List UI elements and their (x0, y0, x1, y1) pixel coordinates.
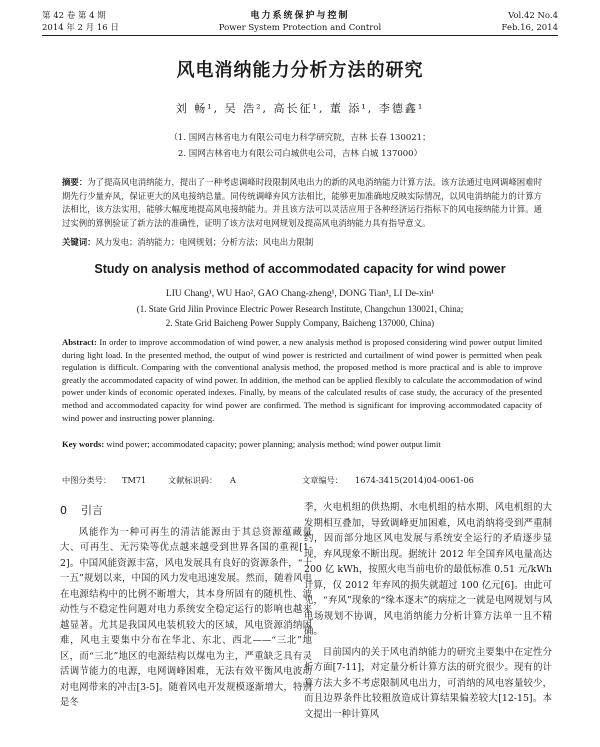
article-no-label: 文章编号： (302, 475, 343, 485)
body-paragraph: 风能作为一种可再生的清洁能源由于其总资源蕴藏量大、可再生、无污染等优点越来越受到世界各国的重视[1-2]。中国风能资源丰富，风电发展具有良好的资源条件，“十一五”规划以来，中国的风力发电迅速发展。然而，随着风电在电源结构中的比例不断增大，其本身所固有的随机性、波动性与不稳定性问题对电力系统安全稳定运行的影响也越来越显著。尤其是我国风电装机较大的区域，风电资源消纳困难，风电主要集中分布在华北、东北、西北——“三北”地区，而“三北”地区的电源结构以煤电为主，严重缺乏具有灵活调节能力的电源，电网调峰困难，无法有效平衡风电波动对电网带来的冲击[3-5]。随着风电开发规模逐渐增大，特别是冬 (60, 526, 312, 708)
volume-en: Vol.42 No.4 (508, 11, 558, 21)
keywords-en (62, 438, 542, 450)
abstract-cn-label: 摘要： (62, 177, 88, 187)
abstract-cn (62, 176, 542, 230)
date-cn: 2014 年 2 月 16 日 (42, 23, 119, 33)
classification-line (62, 475, 542, 487)
affiliation-cn-1: （1. 国网吉林省电力有限公司电力科学研究院，吉林 长春 130021； (169, 133, 431, 143)
body-column-left (60, 503, 312, 711)
keywords-en-text: wind power; accommodated capacity; power planning; analysis method; wind power output limit (106, 439, 441, 449)
body-column-right (304, 500, 552, 722)
paper-title-en: Study on analysis method of accommodated capacity for wind power (94, 262, 506, 276)
abstract-en (62, 336, 542, 424)
section-heading (60, 503, 312, 519)
journal-name-cn: 电力系统保护与控制 (250, 11, 350, 21)
paper-title-cn: 风电消纳能力分析方法的研究 (176, 60, 424, 81)
doc-code-value: A (230, 475, 236, 485)
volume-cn: 第 42 卷 第 4 期 (42, 11, 106, 21)
body-paragraph: 季，火电机组的供热期、水电机组的枯水期、风电机组的大发期相互叠加，导致调峰更加困难，风电消纳将受到严重制约，因而部分地区风电发展与系统安全运行的矛盾逐步显现，弃风现象不断出现。据统计 2012 年全国弃风电量高达 200 亿 kWh，按照火电当前电价的最低标准 0.51 元/kWh 计算，仅 2012 年弃风的损失就超过 100 亿元[6]。由此可见，“弃风”现象的“缘本逐末”的病症之一就是电网规划与风电场规划不协调，风电消纳能力分析计算方法单一且不精确。 (304, 502, 552, 637)
abstract-en-label: Abstract: (62, 337, 97, 347)
affiliation-en-2: 2. State Grid Baicheng Power Supply Company, Baicheng 137000, China) (165, 318, 435, 328)
authors-cn: 刘 畅¹, 吴 浩², 高长征¹, 董 添¹, 李德鑫¹ (175, 102, 425, 115)
section-number: 0 (60, 504, 67, 517)
header-rule (42, 35, 558, 36)
abstract-en-text: In order to improve accommodation of wind power, a new analysis method is proposed considering wind power output limited during light load. In the presented method, the output of wind power is restricted and curtailment of wind power is permitted when peak regulation is difficult. Comparing with the conventional analysis method, the proposed method is more practical and is able to improve greatly the accommodated capacity of wind power. In addition, the method can be applied flexibly to calculate the accommodation of wind power under kinds of economic operated indexes. Finally, by means of the calculated results of case study, the accuracy of the presented method and accommodated capacity for wind power are confirmed. The method is significant for improving accommodated capacity of wind power and instructing power planning. (62, 337, 542, 423)
article-no-value: 1674-3415(2014)04-0061-06 (355, 475, 474, 485)
keywords-cn (62, 236, 542, 249)
clc-value: TM71 (122, 475, 147, 485)
header-right (502, 10, 558, 34)
body-paragraph: 目前国内的关于风电消纳能力的研究主要集中在定性分析方面[7-11]，对定量分析计算方法的研究很少。现有的计算方法大多不考虑限制风电出力，可消纳的风电容量较少，而且边界条件比较粗放造成计算结果偏差较大[12-15]。本文提出一种计算风 (304, 646, 552, 720)
authors-en: LIU Chang¹, WU Hao², GAO Chang-zheng¹, DONG Tian¹, LI De-xin¹ (165, 289, 435, 299)
clc-label: 中图分类号： (62, 475, 112, 485)
header-center (42, 10, 558, 34)
keywords-cn-text: 风力发电；消纳能力；电网规划；分析方法；风电出力限制 (95, 237, 314, 247)
date-en: Feb.16, 2014 (501, 23, 558, 33)
journal-name-en: Power System Protection and Control (218, 23, 382, 33)
keywords-en-label: Key words: (62, 439, 105, 449)
abstract-cn-text: 为了提高风电消纳能力，提出了一种考虑调峰时段限制风电出力的新的风电消纳能力计算方法。该方法通过电网调峰困难时期先行少量弃风，保证更大的风电接纳总量。同传统调峰弃风方法相比，能够更加准确地反映实际情况，以风电消纳能力的计算方法相比，该方法实用，能够大幅度地提高风电接纳能力。并且该方法可以灵活应用于各种经济运行指标下的风电接纳能力计算。通过实例的算例验证了新方法的准确性，证明了该方法对电网规划及提高风电消纳能力具有指导意义。 (62, 177, 542, 228)
doc-code-label: 文献标识码： (168, 475, 218, 485)
section-title: 引言 (81, 504, 103, 517)
keywords-cn-label: 关键词： (62, 237, 96, 247)
affiliation-cn-2: 2. 国网吉林省电力有限公司白城供电公司，吉林 白城 137000） (177, 149, 423, 159)
affiliation-en-1: (1. State Grid Jilin Province Electric Power Research Institute, Changchun 130021, China; (136, 304, 464, 314)
running-header (42, 10, 558, 36)
